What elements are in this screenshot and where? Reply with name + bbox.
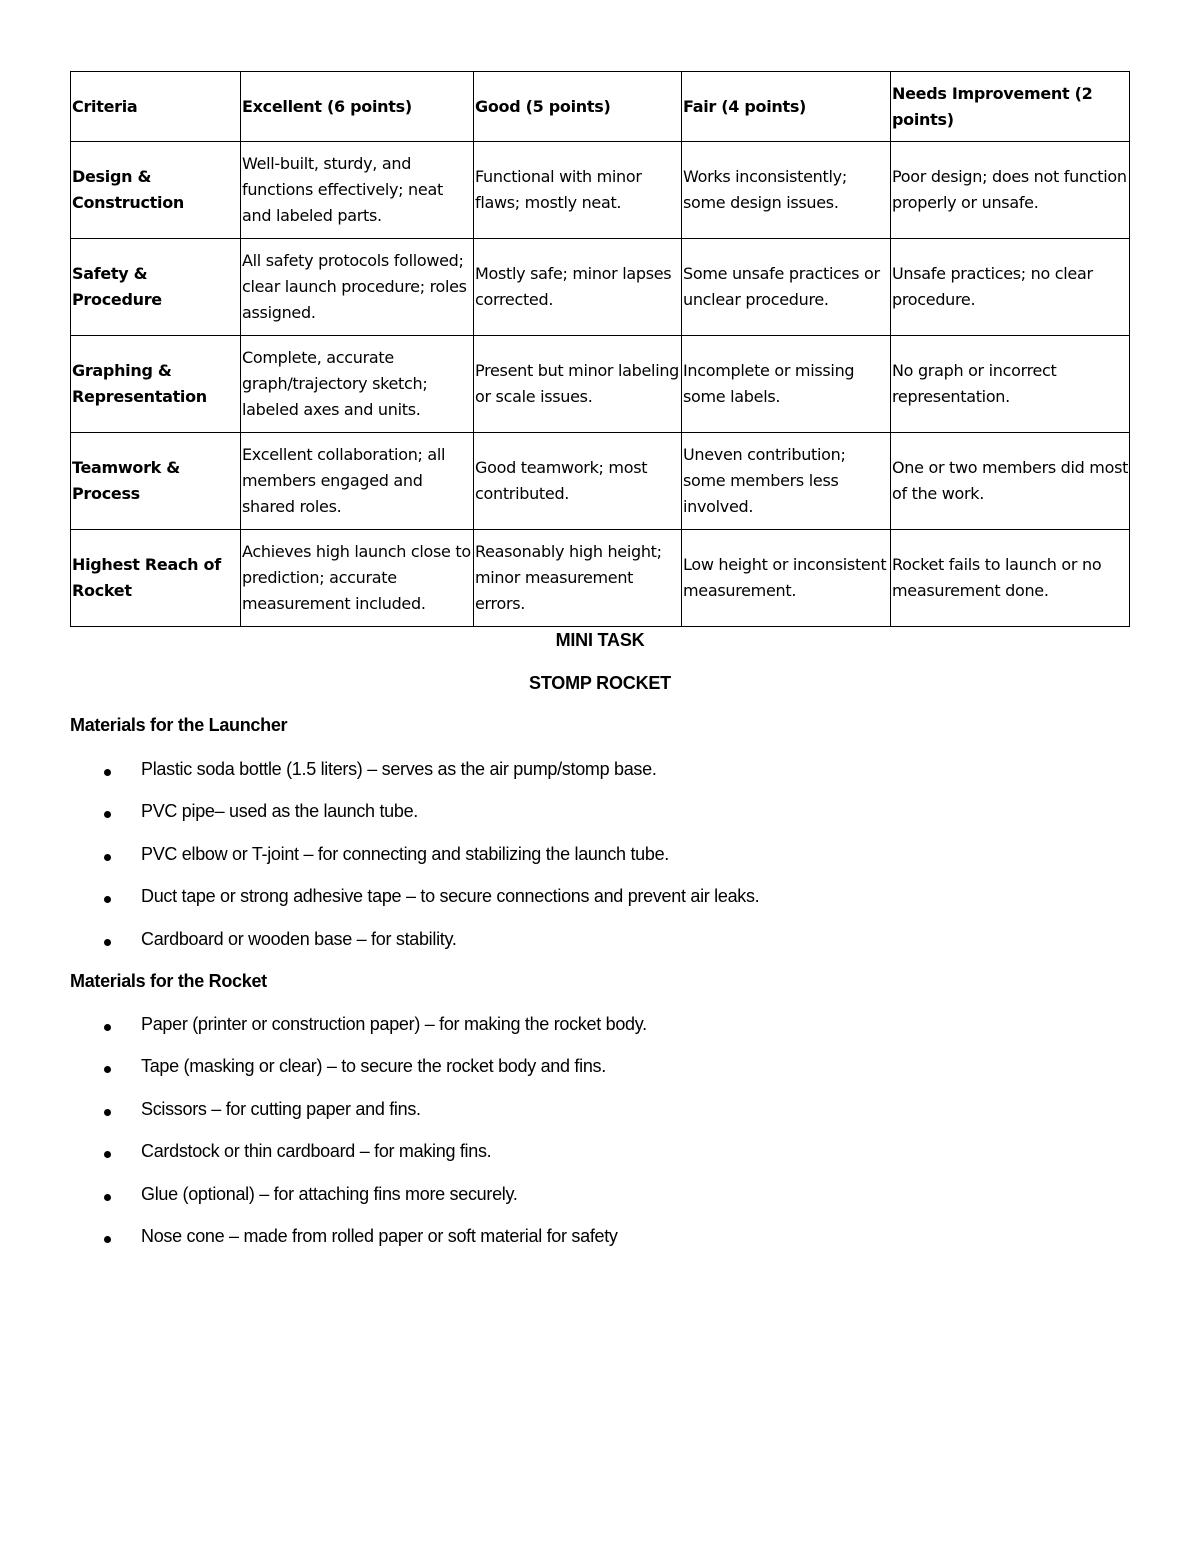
bullet-icon: [104, 769, 111, 776]
criteria-cell: Highest Reach of Rocket: [71, 530, 241, 627]
list-item-text: Paper (printer or construction paper) – for making the rocket body.: [141, 1014, 647, 1034]
list-item: [0, 928, 1200, 975]
list-item-text: Cardstock or thin cardboard – for making fins.: [141, 1141, 492, 1162]
list-item-text: Duct tape or strong adhesive tape – to secure connections and prevent air leaks.: [141, 886, 760, 907]
rubric-header-row: [71, 72, 1130, 142]
bullet-icon: [104, 939, 111, 946]
criteria-cell: Graphing & Representation: [71, 336, 241, 433]
bullet-icon: [104, 811, 111, 818]
needs-improvement-cell: Unsafe practices; no clear procedure.: [891, 239, 1130, 336]
list-item-text: Plastic soda bottle (1.5 liters) – serves as the air pump/stomp base.: [141, 759, 657, 779]
fair-cell: Uneven contribution; some members less involved.: [682, 433, 891, 530]
list-item-text: PVC elbow or T-joint – for connecting and stabilizing the launch tube.: [141, 843, 670, 864]
header-criteria: Criteria: [71, 72, 241, 142]
rubric-row-safety: [71, 239, 1130, 336]
rubric-row-teamwork: [71, 433, 1130, 530]
good-cell: Mostly safe; minor lapses corrected.: [474, 239, 682, 336]
header-fair: Fair (4 points): [682, 72, 891, 142]
bullet-icon: [104, 1109, 111, 1116]
header-needs-improvement: Needs Improvement (2 points): [891, 72, 1130, 142]
good-cell: Present but minor labeling or scale issues.: [474, 336, 682, 433]
rocket-materials-list: [0, 1014, 1200, 1272]
fair-cell: Incomplete or missing some labels.: [682, 336, 891, 433]
rocket-materials-heading: Materials for the Rocket: [70, 971, 267, 991]
bullet-icon: [104, 1151, 111, 1158]
needs-improvement-cell: No graph or incorrect representation.: [891, 336, 1130, 433]
excellent-cell: Well-built, sturdy, and functions effectively; neat and labeled parts.: [241, 142, 474, 239]
needs-improvement-cell: One or two members did most of the work.: [891, 433, 1130, 530]
list-item: [0, 1141, 1200, 1187]
needs-improvement-cell: Poor design; does not function properly or unsafe.: [891, 142, 1130, 239]
criteria-cell: Teamwork & Process: [71, 433, 241, 530]
list-item: [0, 759, 1200, 805]
criteria-cell: Safety & Procedure: [71, 239, 241, 336]
rubric-row-design: [71, 142, 1130, 239]
bullet-icon: [104, 1194, 111, 1201]
excellent-cell: Achieves high launch close to prediction; accurate measurement included.: [241, 530, 474, 627]
launcher-materials-heading: Materials for the Launcher: [70, 715, 288, 735]
rubric-row-graphing: [71, 336, 1130, 433]
list-item: [0, 1183, 1200, 1230]
list-item: [0, 1225, 1200, 1272]
header-excellent: Excellent (6 points): [241, 72, 474, 142]
rubric-table: [70, 71, 1130, 627]
stomp-rocket-title: STOMP ROCKET: [529, 673, 671, 693]
list-item-text: Nose cone – made from rolled paper or soft material for safety: [141, 1225, 618, 1246]
launcher-materials-list: [0, 759, 1200, 975]
fair-cell: Low height or inconsistent measurement.: [682, 530, 891, 627]
bullet-icon: [104, 1236, 111, 1243]
excellent-cell: Excellent collaboration; all members engaged and shared roles.: [241, 433, 474, 530]
list-item: [0, 886, 1200, 932]
excellent-cell: All safety protocols followed; clear launch procedure; roles assigned.: [241, 239, 474, 336]
bullet-icon: [104, 1024, 111, 1031]
list-item-text: Glue (optional) – for attaching fins more securely.: [141, 1183, 518, 1204]
good-cell: Good teamwork; most contributed.: [474, 433, 682, 530]
good-cell: Reasonably high height; minor measurement errors.: [474, 530, 682, 627]
list-item-text: Scissors – for cutting paper and fins.: [141, 1098, 421, 1119]
list-item: [0, 1014, 1200, 1060]
mini-task-title: MINI TASK: [555, 630, 645, 650]
criteria-cell: Design & Construction: [71, 142, 241, 239]
list-item: [0, 801, 1200, 847]
bullet-icon: [104, 854, 111, 861]
list-item: [0, 1098, 1200, 1145]
good-cell: Functional with minor flaws; mostly neat.: [474, 142, 682, 239]
bullet-icon: [104, 1066, 111, 1073]
fair-cell: Some unsafe practices or unclear procedure.: [682, 239, 891, 336]
bullet-icon: [104, 896, 111, 903]
list-item-text: PVC pipe– used as the launch tube.: [141, 801, 419, 822]
fair-cell: Works inconsistently; some design issues.: [682, 142, 891, 239]
header-good: Good (5 points): [474, 72, 682, 142]
needs-improvement-cell: Rocket fails to launch or no measurement done.: [891, 530, 1130, 627]
list-item: [0, 843, 1200, 890]
list-item: [0, 1056, 1200, 1102]
rubric-row-highest-reach: [71, 530, 1130, 627]
excellent-cell: Complete, accurate graph/trajectory sketch; labeled axes and units.: [241, 336, 474, 433]
list-item-text: Cardboard or wooden base – for stability.: [141, 928, 457, 949]
list-item-text: Tape (masking or clear) – to secure the rocket body and fins.: [141, 1056, 606, 1077]
